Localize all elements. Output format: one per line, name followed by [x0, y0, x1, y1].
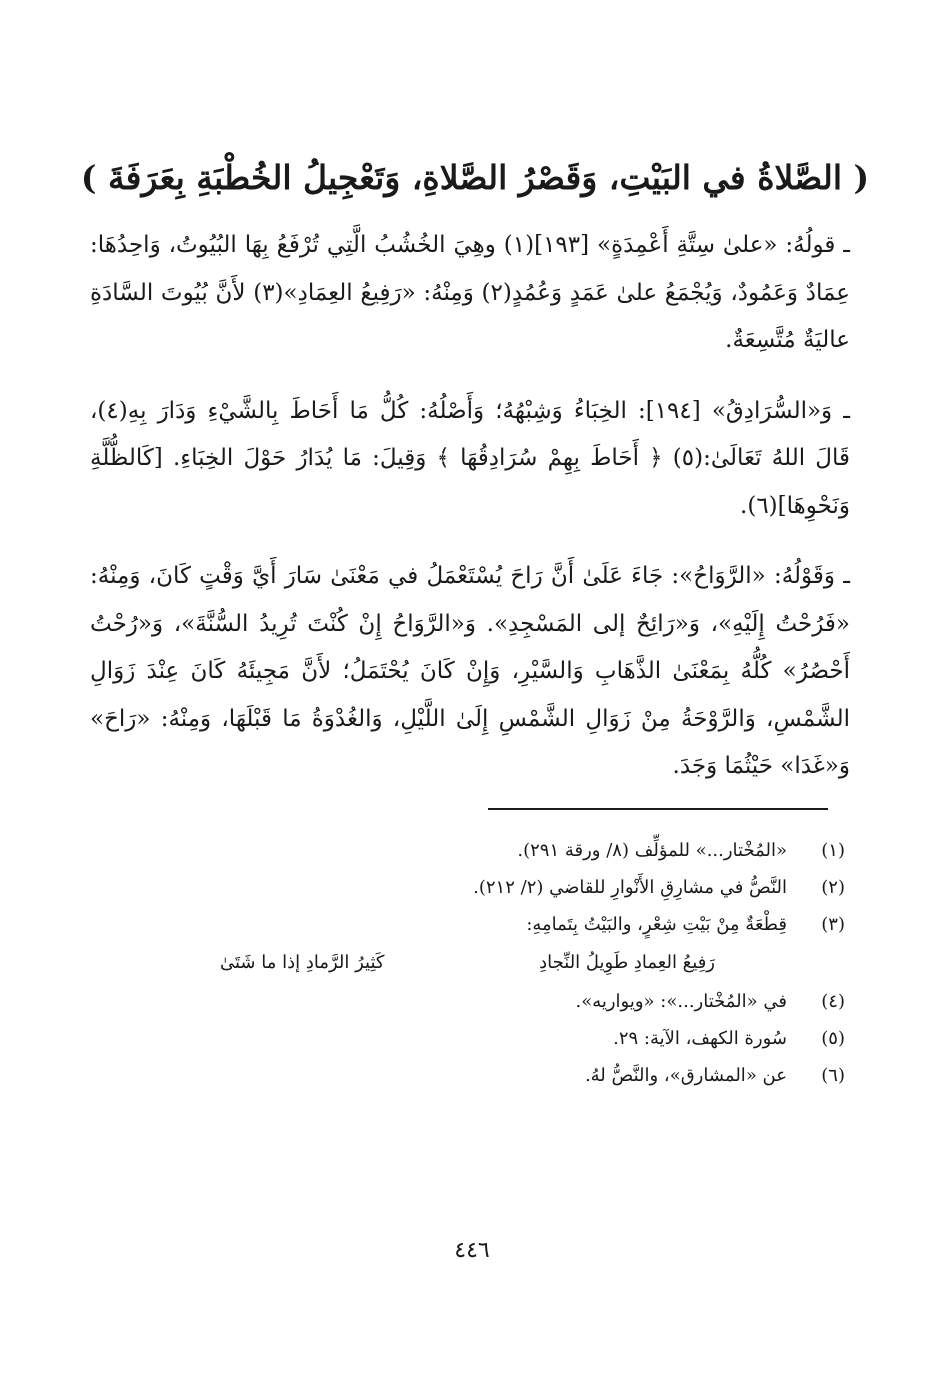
- footnote-item: [90, 1020, 845, 1057]
- footnote-item: [90, 1057, 845, 1094]
- footnote-item: [90, 906, 845, 943]
- footnote-text: في «المُخْتار...»: «ويواريه».: [575, 991, 787, 1012]
- verse-second-hemistich: كَثِيرُ الرَّمادِ إذا ما شَتَىٰ: [220, 952, 385, 973]
- footnote-item: [90, 983, 845, 1020]
- main-text: [90, 222, 850, 791]
- footnote-item: [90, 869, 845, 906]
- footnote-number: (٢): [821, 877, 845, 898]
- footnote-text: عن «المشارق»، والنَّصُّ لهُ.: [584, 1065, 787, 1086]
- footnote-text: سُورة الكهف، الآية: ٢٩.: [613, 1028, 787, 1049]
- footnotes: [90, 832, 845, 1094]
- page-number: ٤٤٦: [454, 1238, 490, 1263]
- footnote-text: قِطْعَةٌ مِنْ بَيْتِ شِعْرٍ، والبَيْتُ بِتَمامِهِ:: [526, 914, 787, 935]
- verse-first-hemistich: رَفِيعُ العِمادِ طَوِيلُ النِّجادِ: [539, 952, 715, 973]
- footnote-text: «المُخْتار...» للمؤلِّف (٨/ ورقة ٢٩١).: [517, 840, 787, 861]
- footnote-number: (١): [821, 840, 845, 861]
- footnote-number: (٤): [821, 991, 845, 1012]
- footnote-item: [90, 832, 845, 869]
- section-title: ( الصَّلاةُ في البَيْتِ، وَقَصْرُ الصَّلاةِ، وَتَعْجِيلُ الخُطْبَةِ بِعَرَفَةَ ): [80, 158, 870, 197]
- footnote-number: (٦): [821, 1065, 845, 1086]
- footnote-separator: [488, 808, 828, 810]
- footnote-number: (٥): [821, 1028, 845, 1049]
- poetry-verse: [90, 943, 845, 983]
- footnote-text: النَّصُّ في مشارِقِ الأَنْوارِ للقاضي (٢/ ٢١٢).: [473, 877, 787, 898]
- paragraph-tent-enclosure: ـ وَ«السُّرَادِقُ» [١٩٤]: الخِبَاءُ وَشِبْهُهُ؛ وَأَصْلُهُ: كُلُّ مَا أَحَاطَ بِالشَّيْءِ وَدَارَ بِهِ(٤)، قَالَ اللهُ تَعَالَىٰ:(٥) ﴿ أَحَاطَ بِهِمْ سُرَادِقُهَا ﴾ وَقِيلَ: مَا يُدَارُ حَوْلَ الخِبَاءِ. [كَالظُّلَّةِ وَنَحْوِهَا](٦).: [90, 397, 851, 519]
- footnote-number: (٣): [821, 914, 845, 935]
- paragraph-departure: ـ وَقَوْلُهُ: «الرَّوَاحُ»: جَاءَ عَلَىٰ أَنَّ رَاحَ يُسْتَعْمَلُ في مَعْنَىٰ سَارَ أَيَّ وَقْتٍ كَانَ، وَمِنْهُ: «فَرُحْتُ إِلَيْهِ»، وَ«رَائِحٌ إلى المَسْجِدِ». وَ«الرَّوَاحُ إِنْ كُنْتَ تُرِيدُ السُّنَّةَ»، وَ«رُحْتُ أَحْصُرُ» كُلُّهُ بِمَعْنَىٰ الذَّهَابِ وَالسَّيْرِ، وَإِنْ كَانَ يُحْتَمَلُ؛ لأَنَّ مَجِيئَهُ كَانَ عِنْدَ زَوَالِ الشَّمْسِ، وَالرَّوْحَةُ مِنْ زَوَالِ الشَّمْسِ إِلَىٰ اللَّيْلِ، وَالغُدْوَةُ مَا قَبْلَهَا، وَمِنْهُ: «رَاحَ» وَ«غَدَا» حَيْثُمَا وَجَدَ.: [90, 563, 850, 779]
- paragraph-columns: ـ قولُهُ: «علىٰ سِتَّةِ أَعْمِدَةٍ» [١٩٣](١) وهِيَ الخُشُبُ الَّتِي تُرْفَعُ بِهَا البُيُوتُ، وَاحِدُهَا: عِمَادٌ وَعَمُودٌ، وَيُجْمَعُ علىٰ عَمَدٍ وَعُمُدٍ(٢) وَمِنْهُ: «رَفِيعُ العِمَادِ»(٣) لأَنَّ بُيُوتَ السَّادَةِ عاليَةٌ مُتَّسِعَةٌ.: [90, 232, 850, 353]
